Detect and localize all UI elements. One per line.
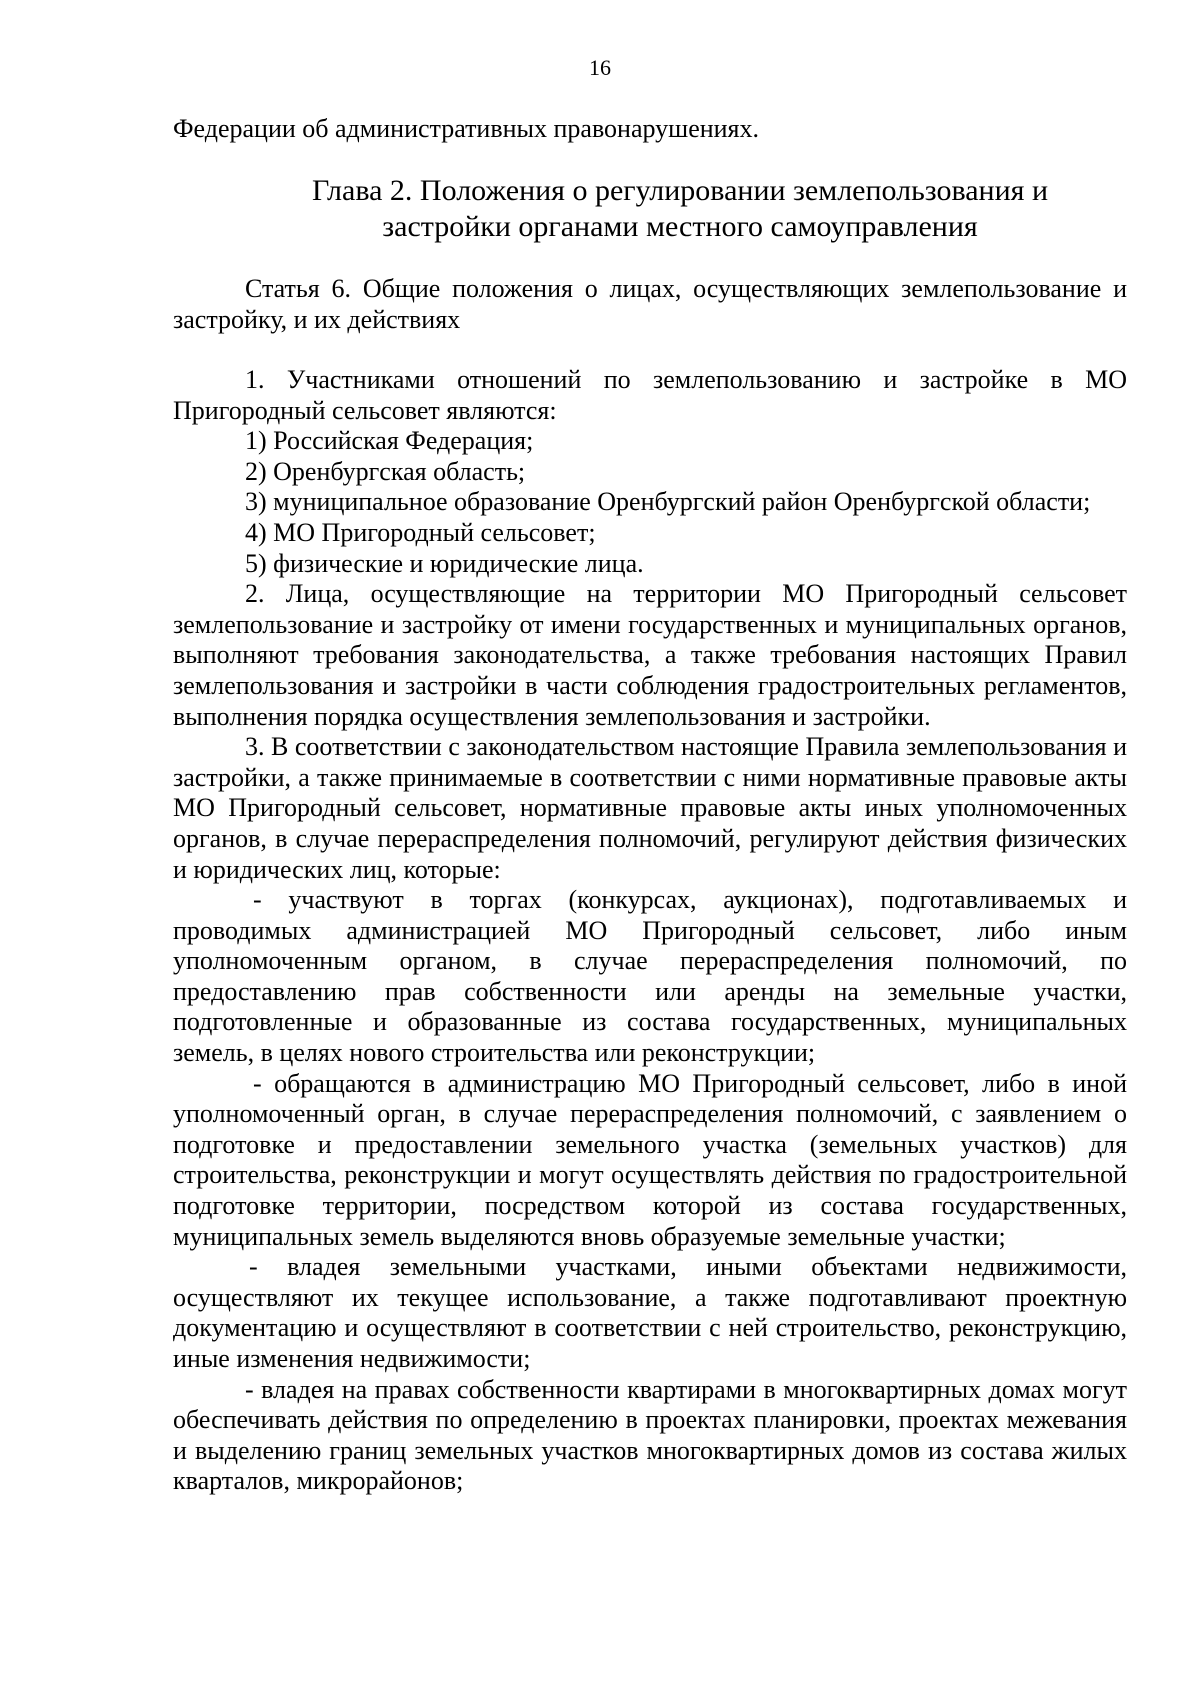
paragraph: 1. Участниками отношений по землепользованию и застройке в МО Пригородный сельсовет являются: — [173, 365, 1127, 425]
chapter-title — [173, 173, 1127, 245]
article-body — [173, 365, 1127, 1497]
continuation-text — [173, 114, 1127, 145]
article-heading-block — [173, 274, 1127, 335]
list-item: 4) МО Пригородный сельсовет; — [245, 517, 596, 547]
continuation-paragraph: Федерации об административных правонарушениях. — [173, 114, 760, 143]
list-item: 5) физические и юридические лица. — [245, 548, 644, 578]
paragraph: 2. Лица, осуществляющие на территории МО Пригородный сельсовет землепользование и застройку от имени государственных и муниципальных органов, выполняют требования законодательства, а также требования настоящих Правил землепользования и застройки в части соблюдения градостроительных регламентов, выполнения порядка осуществления землепользования и застройки. — [173, 579, 1127, 731]
list-item: 2) Оренбургская область; — [245, 456, 526, 486]
page-number: 16 — [589, 55, 611, 80]
dash-item: - участвуют в торгах (конкурсах, аукционах), подготавливаемых и проводимых администрацией МО Пригородный сельсовет, либо иным уполномоченным органом, в случае перераспределения полномочий, по предоставлению прав собственности или аренды на земельные участки, подготовленные и образованные из состава государственных, муниципальных земель, в целях нового строительства или реконструкции; — [173, 885, 1127, 1068]
list-item: 3) муниципальное образование Оренбургский район Оренбургской области; — [245, 487, 1091, 517]
chapter-title-line-1: Глава 2. Положения о регулировании землепользования и — [311, 174, 1049, 207]
dash-item: - владея земельными участками, иными объектами недвижимости, осуществляют их текущее использование, а также подготавливают проектную документацию и осуществляют в соответствии с ней строительство, реконструкцию, иные изменения недвижимости; — [173, 1252, 1127, 1373]
paragraph: 3. В соответствии с законодательством настоящие Правила землепользования и застройки, а также принимаемые в соответствии с ними нормативные правовые акты МО Пригородный сельсовет, нормативные правовые акты иных уполномоченных органов, в случае перераспределения полномочий, регулируют действия физических и юридических лиц, которые: — [173, 732, 1127, 884]
dash-item: - обращаются в администрацию МО Пригородный сельсовет, либо в иной уполномоченный орган, в случае перераспределения полномочий, с заявлением о подготовке и предоставлении земельного участка (земельных участков) для строительства, реконструкции и могут осуществлять действия по градостроительной подготовке территории, посредством которой из состава государственных, муниципальных земель выделяются вновь образуемые земельные участки; — [173, 1068, 1127, 1251]
list-item: 1) Российская Федерация; — [245, 426, 534, 456]
chapter-title-line-2: застройки органами местного самоуправления — [382, 210, 978, 243]
article-heading: Статья 6. Общие положения о лицах, осуществляющих землепользование и застройку, и их действиях — [173, 274, 1127, 334]
dash-item: - владея на правах собственности квартирами в многоквартирных домах могут обеспечивать действия по определению в проектах планировки, проектах межевания и выделению границ земельных участков многоквартирных домов из состава жилых кварталов, микрорайонов; — [173, 1374, 1127, 1496]
